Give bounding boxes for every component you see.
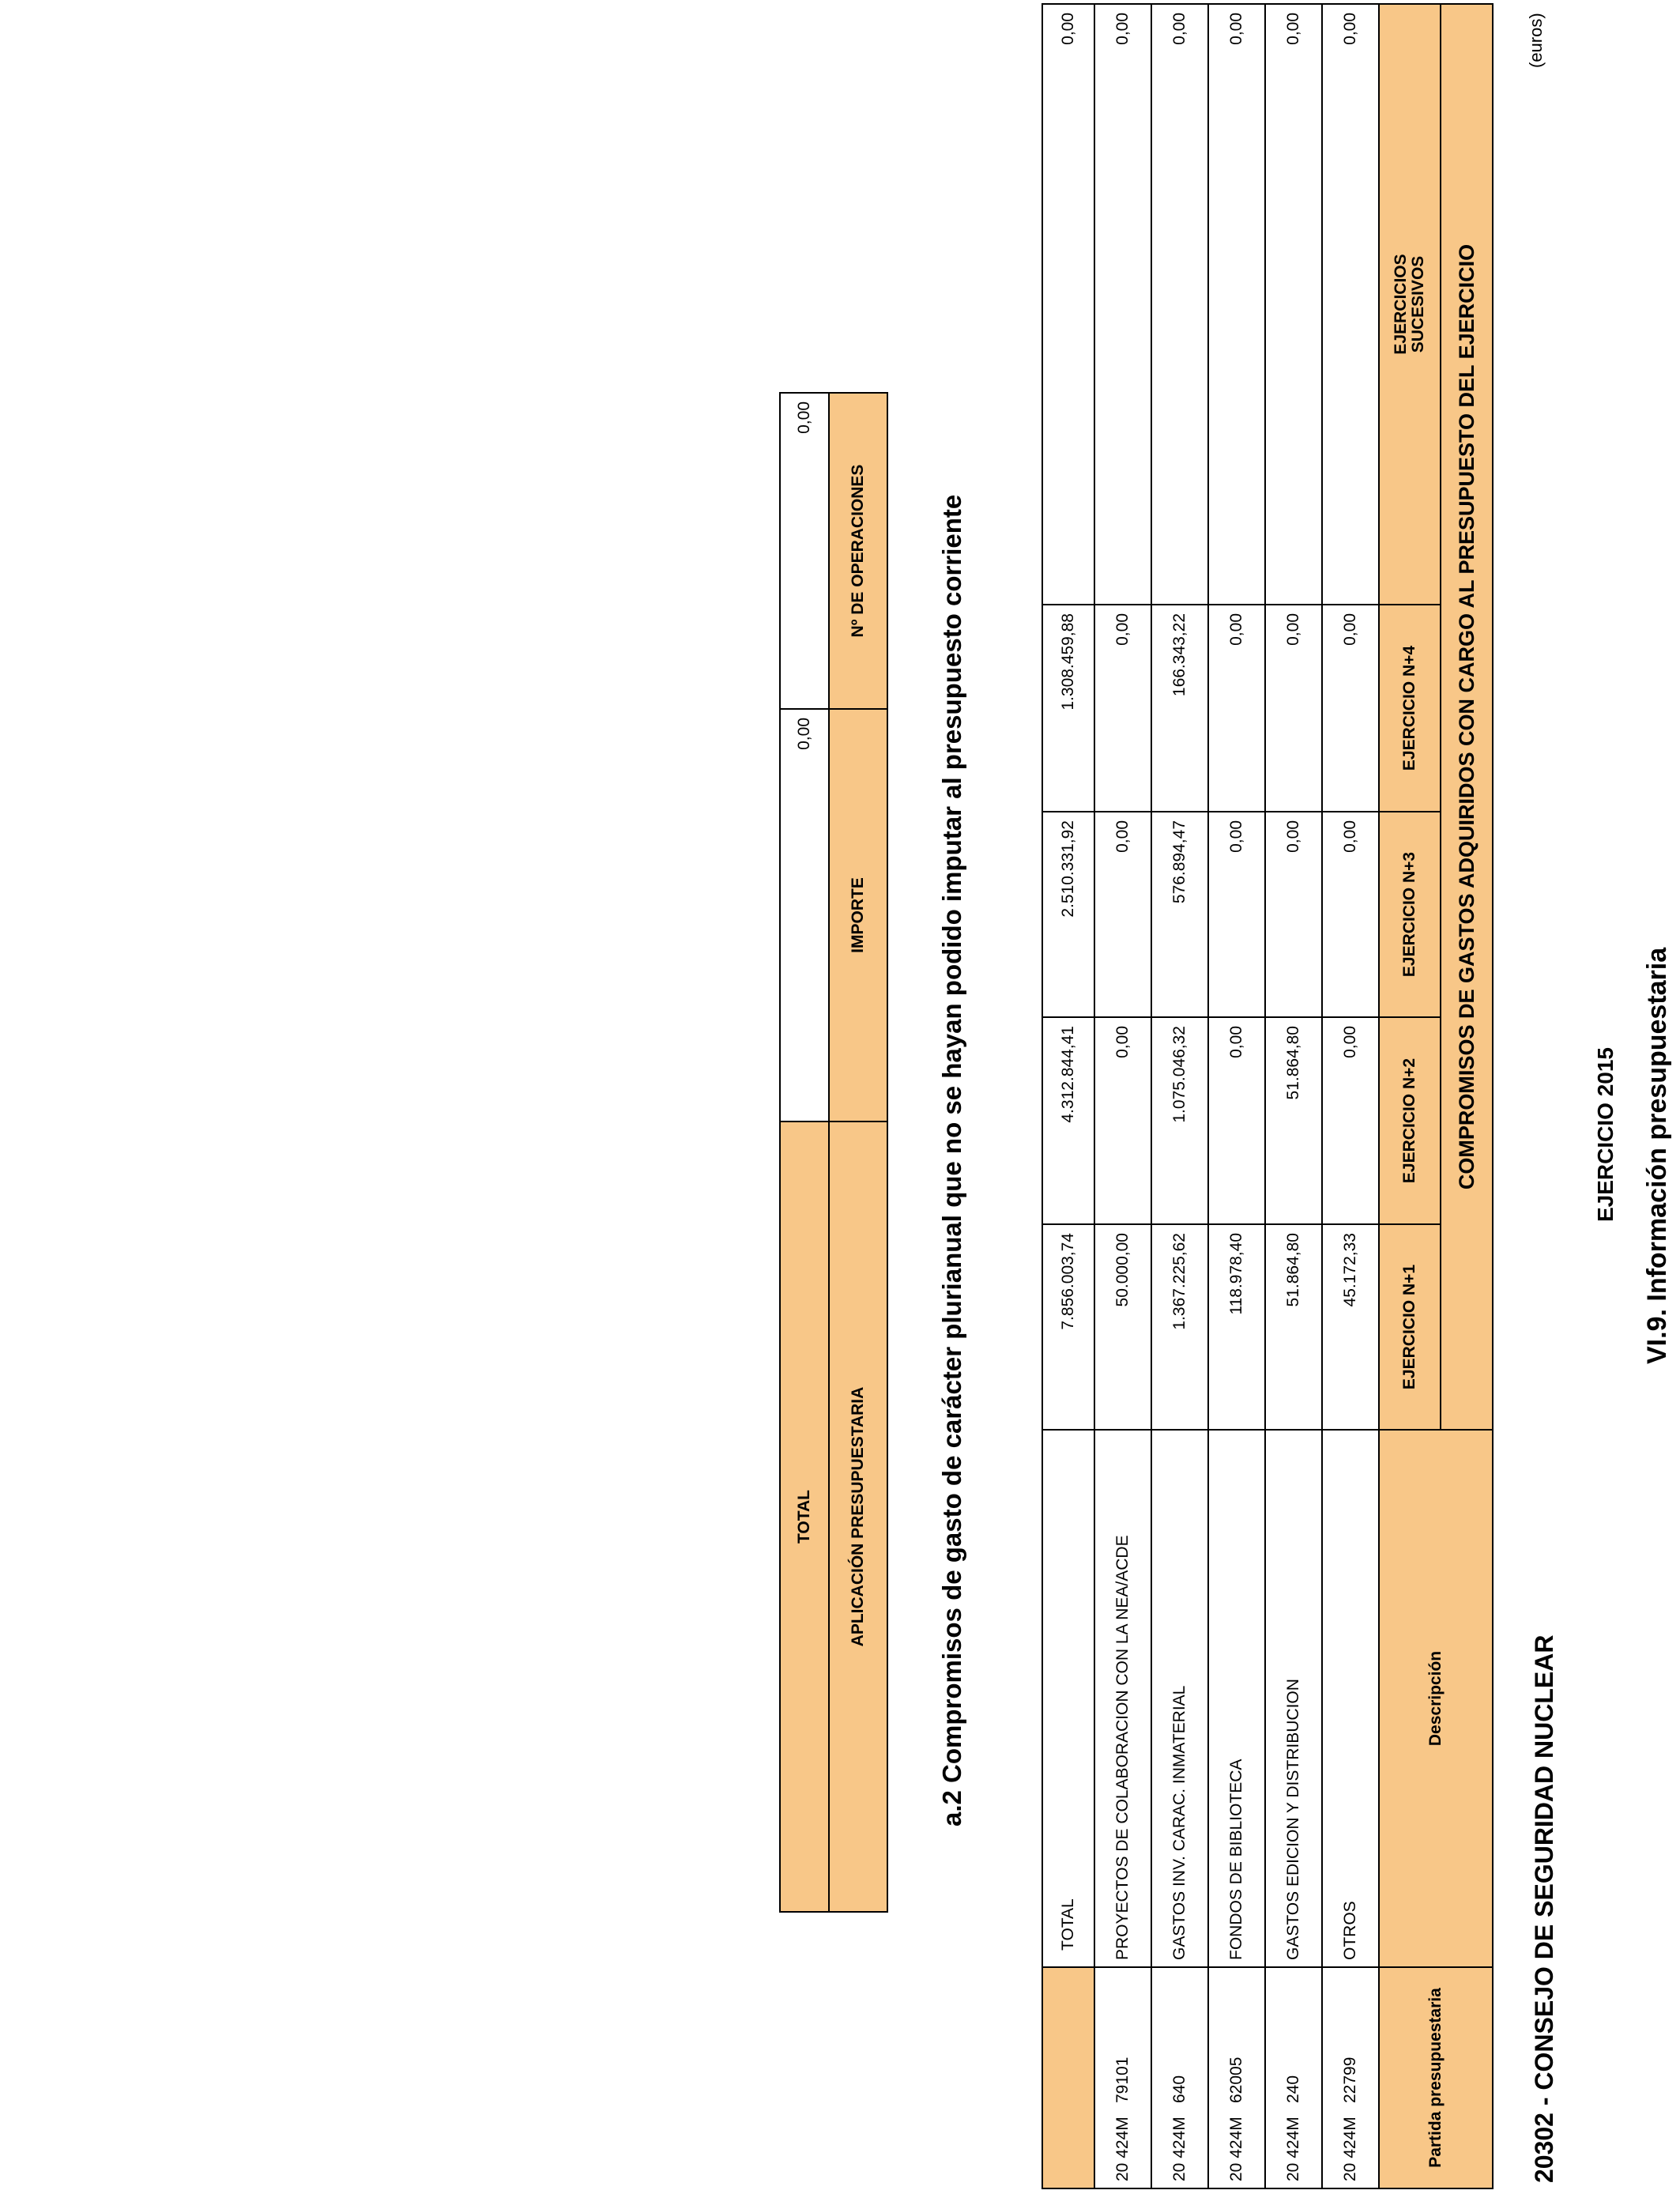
- table-row: [1094, 4, 1151, 2188]
- row-value-n1: 45.172,33: [1322, 1224, 1379, 1430]
- col-sucesivos-line1: EJERCICIOS: [1392, 254, 1410, 355]
- row-programa: 20 424M: [1208, 2109, 1265, 2188]
- col-sucesivos-header: [1379, 4, 1441, 605]
- total-value-n4: 1.308.459,88: [1042, 605, 1094, 812]
- a2-total-importe: 0,00: [780, 709, 829, 1122]
- row-value-n4: 0,00: [1208, 605, 1265, 812]
- row-concepto: 22799: [1322, 1967, 1379, 2109]
- row-value-n1: 118.978,40: [1208, 1224, 1265, 1430]
- row-value-n3: 0,00: [1322, 812, 1379, 1017]
- row-value-n2: 0,00: [1208, 1017, 1265, 1224]
- row-value-suc: 0,00: [1322, 4, 1379, 605]
- document-subtitle: EJERCICIO 2015: [1593, 1047, 1618, 1222]
- row-programa: 20 424M: [1265, 2109, 1322, 2188]
- row-programa: 20 424M: [1322, 2109, 1379, 2188]
- commitments-table: [1042, 3, 1494, 2189]
- table-row: [1208, 4, 1265, 2188]
- table-row: [1151, 4, 1208, 2188]
- table-row: [1265, 4, 1322, 2188]
- row-value-n2: 51.864,80: [1265, 1017, 1322, 1224]
- col-n3-header: EJERCICIO N+3: [1379, 812, 1441, 1017]
- document-title: VI.9. Información presupuestaria: [1642, 947, 1672, 1364]
- row-value-n2: 1.075.046,32: [1151, 1017, 1208, 1224]
- total-value-n1: 7.856.003,74: [1042, 1224, 1094, 1430]
- row-programa: 20 424M: [1151, 2109, 1208, 2188]
- row-value-n3: 0,00: [1094, 812, 1151, 1017]
- row-value-n1: 50.000,00: [1094, 1224, 1151, 1430]
- col-operaciones-header: Nº DE OPERACIONES: [829, 393, 887, 709]
- col-n1-header: EJERCICIO N+1: [1379, 1224, 1441, 1430]
- row-value-n1: 51.864,80: [1265, 1224, 1322, 1430]
- row-descripcion: PROYECTOS DE COLABORACION CON LA NEA/ACDE: [1094, 1430, 1151, 1967]
- row-value-n2: 0,00: [1322, 1017, 1379, 1224]
- a2-total-operaciones: 0,00: [780, 393, 829, 709]
- table-row: [1322, 4, 1379, 2188]
- total-value-n2: 4.312.844,41: [1042, 1017, 1094, 1224]
- row-value-n4: 0,00: [1094, 605, 1151, 812]
- row-value-n4: 0,00: [1265, 605, 1322, 812]
- col-sucesivos-line2: SUCESIVOS: [1409, 255, 1427, 353]
- row-value-suc: 0,00: [1151, 4, 1208, 605]
- row-descripcion: OTROS: [1322, 1430, 1379, 1967]
- row-value-n4: 166.343,22: [1151, 605, 1208, 812]
- row-descripcion: GASTOS INV. CARAC. INMATERIAL: [1151, 1430, 1208, 1967]
- col-n4-header: EJERCICIO N+4: [1379, 605, 1441, 812]
- a2-total-row: [780, 393, 829, 1912]
- row-concepto: 240: [1265, 1967, 1322, 2109]
- row-value-n4: 0,00: [1322, 605, 1379, 812]
- row-value-suc: 0,00: [1094, 4, 1151, 605]
- row-value-suc: 0,00: [1265, 4, 1322, 605]
- section-a2-title: a.2 Compromisos de gasto de carácter plurianual que no se hayan podido imputar al presupuesto corriente: [937, 494, 966, 1826]
- a2-total-label: TOTAL: [780, 1122, 829, 1912]
- row-programa: 20 424M: [1094, 2109, 1151, 2188]
- row-value-n1: 1.367.225,62: [1151, 1224, 1208, 1430]
- row-descripcion: GASTOS EDICION Y DISTRIBUCION: [1265, 1430, 1322, 1967]
- row-value-n3: 0,00: [1265, 812, 1322, 1017]
- row-value-n2: 0,00: [1094, 1017, 1151, 1224]
- total-value-suc: 0,00: [1042, 4, 1094, 605]
- entity-name: 20302 - CONSEJO DE SEGURIDAD NUCLEAR: [1530, 1634, 1558, 2183]
- col-descripcion-header: Descripción: [1379, 1430, 1493, 1967]
- a2-table: [779, 392, 888, 1913]
- row-concepto: 62005: [1208, 1967, 1265, 2109]
- row-descripcion: FONDOS DE BIBLIOTECA: [1208, 1430, 1265, 1967]
- row-value-n3: 0,00: [1208, 812, 1265, 1017]
- total-label: TOTAL: [1042, 1430, 1094, 1967]
- col-aplicacion-header: APLICACIÓN PRESUPUESTARIA: [829, 1122, 887, 1912]
- row-value-suc: 0,00: [1208, 4, 1265, 605]
- group-header: COMPROMISOS DE GASTOS ADQUIRIDOS CON CARGO AL PRESUPUESTO DEL EJERCICIO: [1441, 4, 1493, 1430]
- total-blank: [1042, 1967, 1094, 2188]
- col-partida-header: Partida presupuestaria: [1379, 1967, 1493, 2188]
- row-concepto: 79101: [1094, 1967, 1151, 2109]
- row-concepto: 640: [1151, 1967, 1208, 2109]
- units-label: (euros): [1526, 13, 1546, 68]
- total-row: [1042, 4, 1094, 2188]
- total-value-n3: 2.510.331,92: [1042, 812, 1094, 1017]
- col-n2-header: EJERCICIO N+2: [1379, 1017, 1441, 1224]
- row-value-n3: 576.894,47: [1151, 812, 1208, 1017]
- col-importe-header: IMPORTE: [829, 709, 887, 1122]
